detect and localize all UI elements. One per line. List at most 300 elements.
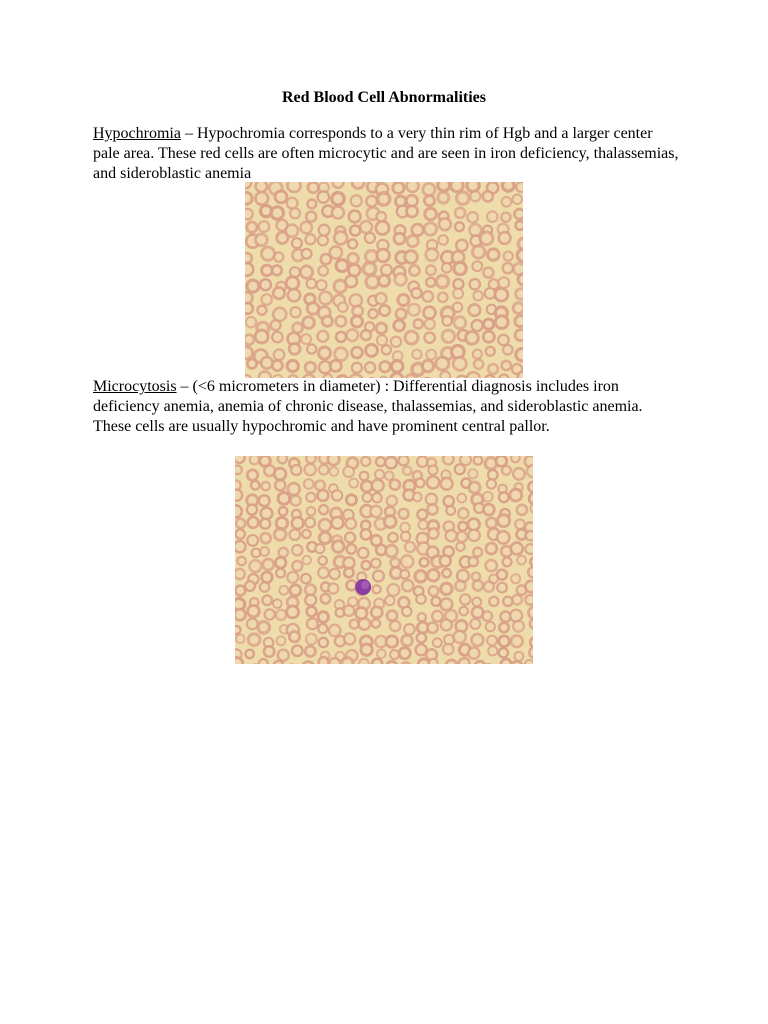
red-cell: [445, 505, 456, 516]
red-cell: [482, 330, 496, 344]
red-cell: [350, 346, 364, 360]
red-cell: [304, 233, 316, 245]
red-cell: [483, 580, 496, 593]
red-cell: [423, 194, 436, 207]
red-cell: [376, 648, 387, 659]
red-cell: [306, 617, 319, 630]
red-cell: [367, 308, 379, 320]
red-cell: [304, 593, 317, 606]
red-cell: [318, 504, 329, 515]
red-cell: [345, 493, 358, 506]
red-cell: [436, 191, 450, 205]
red-cell: [317, 555, 328, 566]
red-cell: [389, 478, 402, 491]
red-cell: [290, 464, 302, 476]
red-cell: [342, 465, 355, 478]
red-cell: [304, 361, 317, 374]
red-cell: [403, 249, 419, 265]
red-cell: [516, 503, 529, 516]
red-cell: [503, 250, 514, 261]
red-cell: [384, 456, 398, 470]
red-cell: [357, 547, 370, 560]
red-cell: [400, 554, 415, 569]
red-cell: [259, 546, 270, 557]
red-cell: [386, 495, 398, 507]
red-cell: [291, 560, 303, 572]
red-cell: [454, 207, 467, 220]
red-cell: [288, 528, 301, 541]
red-cell: [301, 528, 312, 539]
red-cell: [364, 343, 379, 358]
microcytosis-term: Microcytosis: [93, 378, 177, 395]
red-cell: [329, 466, 339, 476]
red-cell: [316, 330, 329, 343]
red-cell: [512, 620, 525, 633]
red-cell: [260, 481, 271, 492]
red-cell: [471, 244, 486, 259]
red-cell: [441, 568, 452, 579]
microcytosis-paragraph: [93, 377, 683, 437]
red-cell: [271, 331, 284, 344]
red-cell: [328, 568, 341, 581]
red-cell: [250, 480, 261, 491]
red-cell: [360, 560, 371, 571]
red-cell: [317, 623, 328, 634]
red-cell: [423, 221, 438, 236]
red-cell: [418, 557, 429, 568]
red-cell: [246, 358, 258, 370]
red-cell: [318, 464, 330, 476]
red-cell: [301, 315, 315, 329]
red-cell: [470, 633, 485, 648]
red-cell: [261, 558, 275, 572]
red-cell: [481, 190, 494, 203]
red-cell: [467, 528, 481, 542]
red-cell: [467, 468, 478, 479]
red-cell: [455, 541, 466, 552]
red-cell: [389, 619, 402, 632]
red-cell: [370, 605, 384, 619]
red-cell: [423, 207, 438, 222]
red-cell: [263, 608, 276, 621]
red-cell: [337, 301, 348, 312]
red-cell: [327, 582, 339, 594]
red-cell: [305, 492, 316, 503]
red-cell: [244, 580, 256, 592]
red-cell: [306, 506, 317, 517]
red-cell: [258, 494, 271, 507]
red-cell: [441, 329, 456, 344]
red-cell: [467, 480, 481, 494]
red-cell: [439, 477, 453, 491]
red-cell: [426, 503, 439, 516]
red-cell: [248, 559, 262, 573]
red-cell: [235, 528, 246, 540]
red-cell: [316, 279, 328, 291]
red-cell: [331, 539, 346, 554]
red-cell: [441, 315, 453, 327]
red-cell: [306, 198, 317, 209]
red-cell: [318, 518, 333, 533]
red-cell: [466, 211, 479, 224]
red-cell: [285, 605, 300, 620]
red-cell: [269, 319, 281, 331]
red-cell: [235, 517, 247, 529]
red-cell: [376, 191, 392, 207]
red-cell: [481, 610, 493, 622]
red-cell: [494, 314, 510, 330]
red-cell: [276, 491, 291, 506]
red-cell: [316, 190, 330, 204]
red-cell: [496, 582, 508, 594]
red-cell: [271, 264, 284, 277]
red-cell: [317, 234, 329, 246]
red-cell: [384, 544, 399, 559]
red-cell: [390, 359, 405, 374]
red-cell: [486, 635, 498, 647]
red-cell: [471, 579, 484, 592]
red-cell: [415, 632, 427, 644]
red-cell: [317, 566, 330, 579]
red-cell: [351, 362, 363, 374]
red-cell: [494, 287, 510, 303]
red-cell: [397, 507, 410, 520]
red-cell: [301, 555, 311, 565]
red-cell: [303, 478, 315, 490]
red-cell: [472, 349, 483, 360]
red-cell: [501, 196, 513, 208]
red-cell: [383, 514, 398, 529]
red-cell: [386, 583, 400, 597]
red-cell: [289, 584, 303, 598]
red-cell: [345, 328, 359, 342]
red-cell: [263, 645, 276, 658]
red-cell: [482, 503, 496, 517]
red-cell: [359, 643, 373, 657]
red-cell: [306, 343, 317, 354]
red-cell: [370, 557, 382, 569]
red-cell: [246, 468, 259, 481]
red-cell: [511, 193, 523, 205]
red-cell: [395, 307, 408, 320]
red-cell: [286, 571, 299, 584]
red-cell: [401, 606, 413, 618]
red-cell: [316, 489, 330, 503]
red-cell: [244, 648, 255, 659]
red-cell: [246, 604, 260, 618]
red-cell: [455, 530, 468, 543]
red-cell: [364, 361, 377, 374]
red-cell: [289, 207, 301, 219]
red-cell: [421, 290, 434, 303]
red-cell: [501, 465, 512, 476]
red-cell: [278, 506, 289, 517]
red-cell: [261, 594, 273, 606]
red-cell: [289, 494, 302, 507]
red-cell: [289, 306, 301, 318]
red-cell: [452, 261, 468, 277]
red-cell: [497, 635, 510, 648]
red-cell: [497, 231, 511, 245]
red-cell: [482, 318, 495, 331]
red-cell: [318, 531, 332, 545]
red-cell: [485, 621, 496, 632]
red-cell: [486, 247, 501, 262]
red-cell: [357, 617, 371, 631]
red-cell: [404, 541, 417, 554]
red-cell: [317, 265, 329, 277]
red-cell: [360, 329, 373, 342]
red-cell: [502, 556, 513, 567]
red-cell: [423, 331, 436, 344]
red-cell: [510, 573, 521, 584]
red-cell: [459, 593, 471, 605]
red-cell: [348, 478, 359, 489]
red-cell: [496, 568, 509, 581]
red-cell: [413, 318, 425, 330]
red-cell: [390, 336, 402, 348]
red-cell: [508, 488, 523, 503]
red-cell: [404, 330, 420, 346]
red-cell: [455, 190, 471, 206]
red-cell: [421, 359, 435, 373]
red-cell: [410, 287, 423, 300]
red-cell: [246, 516, 259, 529]
red-cell: [422, 305, 437, 320]
red-cell: [303, 463, 317, 477]
red-cell: [473, 358, 485, 370]
red-cell: [374, 292, 387, 305]
red-cell: [328, 245, 343, 260]
red-cell: [487, 645, 498, 656]
red-cell: [345, 543, 357, 555]
red-cell: [236, 556, 247, 567]
red-cell: [392, 319, 406, 333]
red-cell: [317, 346, 332, 361]
red-cell: [364, 232, 376, 244]
red-cell: [437, 291, 449, 303]
red-cell: [411, 349, 422, 360]
red-cell: [439, 582, 453, 596]
red-cell: [393, 272, 407, 286]
red-cell: [500, 360, 512, 372]
red-cell: [400, 634, 414, 648]
red-cell: [291, 644, 304, 657]
red-cell: [318, 637, 330, 649]
red-cell: [362, 492, 373, 503]
red-cell: [498, 491, 510, 503]
red-cell: [482, 491, 494, 503]
hypochromia-paragraph: [93, 124, 683, 184]
red-cell: [288, 342, 302, 356]
red-cell: [259, 518, 271, 530]
red-cell: [287, 288, 302, 303]
red-cell: [502, 344, 514, 356]
red-cell: [452, 356, 468, 372]
red-cell: [342, 604, 355, 617]
red-cell: [467, 646, 481, 660]
red-cell: [276, 636, 287, 647]
red-cell: [259, 532, 272, 545]
red-cell: [426, 621, 439, 634]
red-cell: [288, 630, 301, 643]
red-cell: [305, 278, 317, 290]
red-cell: [300, 573, 312, 585]
red-cell: [301, 248, 313, 260]
red-cell: [424, 318, 436, 330]
red-cell: [260, 293, 273, 306]
red-cell: [291, 237, 303, 249]
red-cell: [348, 209, 362, 223]
red-cell: [331, 489, 343, 501]
red-cell: [464, 330, 480, 346]
red-cell: [398, 646, 412, 660]
red-cell: [485, 346, 496, 357]
red-cell: [259, 581, 271, 593]
red-cell: [496, 513, 511, 528]
red-cell: [378, 360, 391, 373]
red-cell: [371, 478, 385, 492]
red-cell: [467, 556, 479, 568]
red-cell: [377, 274, 391, 288]
red-cell: [426, 475, 441, 490]
red-cell: [400, 531, 411, 542]
red-cell: [344, 517, 357, 530]
red-cell: [350, 314, 364, 328]
red-cell: [438, 217, 453, 232]
red-cell: [347, 238, 358, 249]
red-cell: [456, 493, 467, 504]
red-cell: [482, 266, 495, 279]
red-cell: [274, 556, 287, 569]
red-cell: [385, 634, 399, 648]
red-cell: [442, 643, 455, 656]
red-cell: [271, 359, 284, 372]
red-cell: [270, 205, 285, 220]
red-cell: [434, 356, 450, 372]
red-cell: [498, 621, 510, 633]
red-cell: [512, 467, 526, 481]
red-cell: [273, 251, 285, 263]
red-cell: [484, 542, 498, 556]
red-cell: [510, 634, 524, 648]
red-cell: [291, 544, 304, 557]
hypochromia-term: Hypochromia: [93, 125, 181, 142]
red-cell: [426, 568, 440, 582]
red-cell: [254, 329, 270, 345]
red-cell: [274, 479, 287, 492]
red-cell: [415, 593, 427, 605]
red-cell: [272, 286, 286, 300]
red-cell: [516, 555, 527, 566]
red-cell: [432, 637, 443, 648]
red-cell: [245, 221, 258, 234]
red-cell: [333, 230, 349, 246]
red-cell: [305, 605, 317, 617]
red-cell: [488, 596, 500, 608]
red-cell: [469, 190, 481, 202]
red-cell: [360, 456, 371, 467]
red-cell: [384, 595, 395, 606]
red-cell: [402, 465, 413, 476]
red-cell: [257, 220, 270, 233]
red-cell: [314, 543, 325, 554]
red-cell: [452, 288, 464, 300]
red-cell: [425, 264, 437, 276]
red-cell: [413, 569, 428, 584]
red-cell: [405, 204, 419, 218]
red-cell: [275, 231, 289, 245]
red-cell: [396, 293, 410, 307]
red-cell: [246, 534, 259, 547]
red-cell: [254, 191, 270, 207]
red-cell: [435, 274, 451, 290]
microcytosis-description: – (<6 micrometers in diameter) : Differential diagnosis includes iron deficiency anemia, anemia of chronic disease, thalassemias, and sideroblastic anemia. These cells are usually hypochromic and have prominent central pallor.: [93, 378, 643, 435]
red-cell: [427, 465, 438, 476]
red-cell: [375, 322, 388, 335]
red-cell: [256, 620, 271, 635]
red-cell: [247, 632, 262, 647]
red-cell: [369, 505, 383, 519]
red-cell: [468, 278, 481, 291]
red-cell: [259, 278, 272, 291]
red-cell: [486, 210, 499, 223]
red-cell: [496, 530, 511, 545]
red-cell: [471, 260, 483, 272]
red-cell: [256, 304, 267, 315]
red-cell: [387, 532, 399, 544]
red-cell: [457, 507, 470, 520]
red-cell: [393, 232, 407, 246]
red-cell: [381, 344, 392, 355]
page-title: Red Blood Cell Abnormalities: [281, 89, 486, 106]
red-cell: [486, 478, 497, 489]
red-cell: [440, 618, 453, 631]
red-cell: [375, 220, 391, 236]
red-cell: [235, 634, 245, 644]
red-cell: [344, 274, 358, 288]
red-cell: [453, 315, 468, 330]
red-cell: [317, 610, 330, 623]
red-cell: [399, 569, 410, 580]
red-cell: [330, 191, 346, 207]
red-cell: [511, 594, 523, 606]
microcytosis-smear-image: [235, 456, 533, 664]
red-cell: [300, 333, 312, 345]
red-cell: [437, 234, 448, 245]
red-cell: [467, 303, 481, 317]
red-cell: [500, 211, 512, 223]
red-cell: [275, 567, 286, 578]
red-cell: [378, 304, 391, 317]
red-cell: [350, 194, 363, 207]
red-cell: [513, 651, 524, 662]
red-cell: [478, 230, 494, 246]
red-cell: [424, 247, 439, 262]
red-cell: [484, 559, 498, 573]
red-cell: [454, 463, 466, 475]
red-cell: [331, 205, 346, 220]
red-cell: [304, 516, 316, 528]
red-cell: [454, 579, 467, 592]
red-cell: [272, 598, 282, 608]
red-cell: [403, 623, 416, 636]
red-cell: [425, 349, 437, 361]
red-cell: [344, 531, 356, 543]
red-cell: [441, 262, 453, 274]
red-cell: [305, 633, 318, 646]
red-cell: [408, 264, 421, 277]
